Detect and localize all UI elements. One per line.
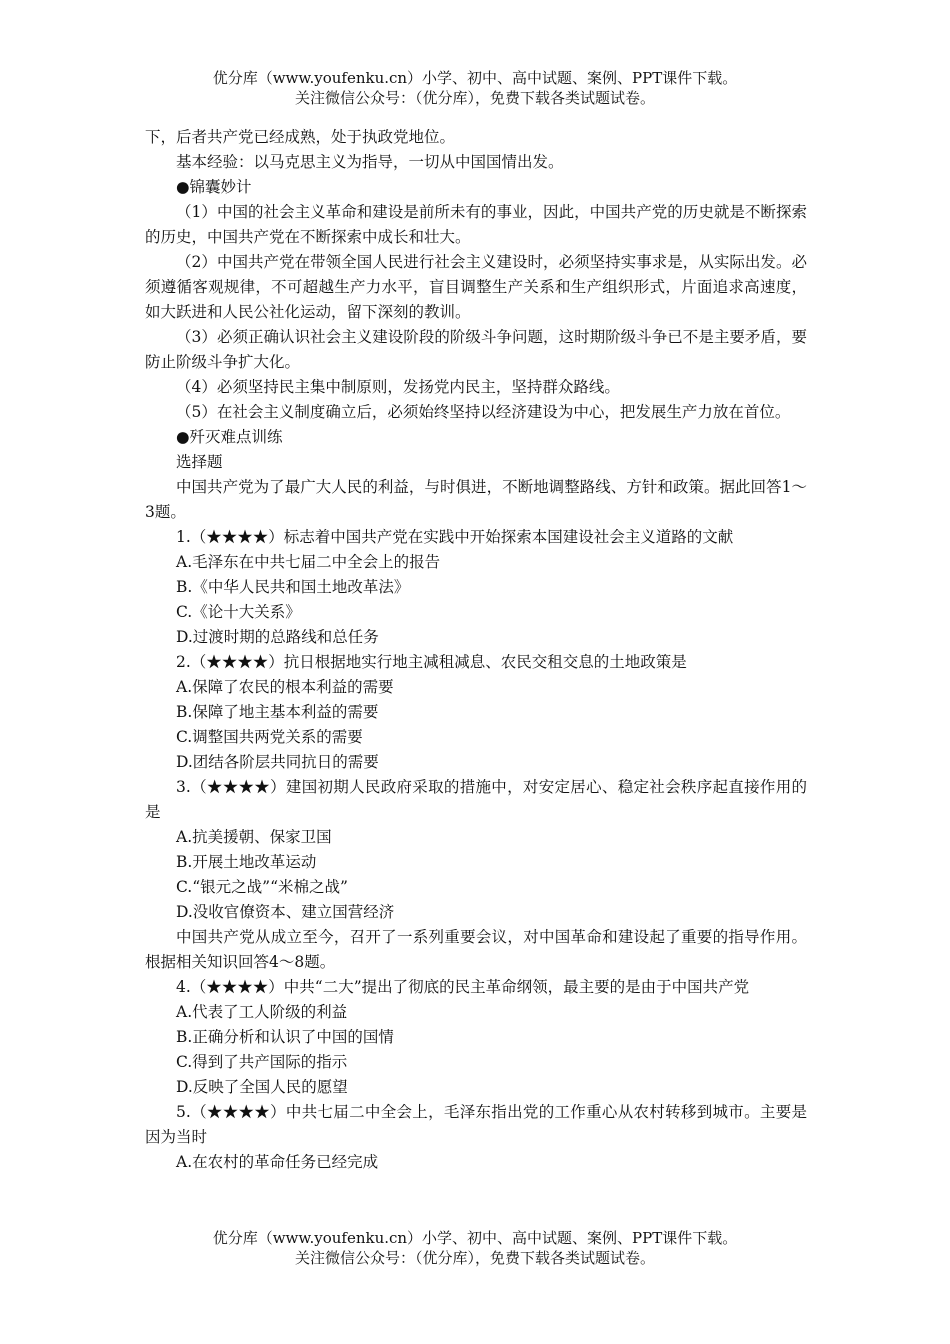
q2-option-b: B.保障了地主基本利益的需要	[176, 703, 379, 721]
q1-option-b: B.《中华人民共和国土地改革法》	[176, 578, 410, 596]
q4-option-c: C.得到了共产国际的指示	[176, 1053, 348, 1071]
question-1: 1.（★★★★）标志着中国共产党在实践中开始探索本国建设社会主义道路的文献	[176, 528, 734, 546]
q3-option-d: D.没收官僚资本、建立国营经济	[176, 903, 395, 921]
tip-4: （4）必须坚持民主集中制原则，发扬党内民主，坚持群众路线。	[176, 378, 620, 396]
paragraph-continuation: 下，后者共产党已经成熟，处于执政党地位。	[145, 128, 456, 146]
q1-option-a: A.毛泽东在中共七届二中全会上的报告	[176, 553, 441, 571]
q1-option-d: D.过渡时期的总路线和总任务	[176, 628, 379, 646]
question-group-intro-2: 中国共产党从成立至今，召开了一系列重要会议，对中国革命和建设起了重要的指导作用。根据相关知识回答4～8题。	[145, 928, 807, 971]
q3-option-c: C.“银元之战”“米棉之战”	[176, 878, 348, 896]
question-group-intro-1: 中国共产党为了最广大人民的利益，与时俱进，不断地调整路线、方针和政策。据此回答1～3题。	[145, 478, 807, 521]
tip-5: （5）在社会主义制度确立后，必须始终坚持以经济建设为中心，把发展生产力放在首位。	[176, 403, 791, 421]
q4-option-b: B.正确分析和认识了中国的国情	[176, 1028, 394, 1046]
footer-line-2: 关注微信公众号：（优分库），免费下载各类试题试卷。	[294, 1249, 655, 1267]
subheading-choice: 选择题	[176, 453, 223, 471]
header-line-2: 关注微信公众号：（优分库），免费下载各类试题试卷。	[294, 89, 655, 107]
q4-option-d: D.反映了全国人民的愿望	[176, 1078, 348, 1096]
q2-option-d: D.团结各阶层共同抗日的需要	[176, 753, 379, 771]
section-heading-training: ● 歼灭难点训练	[145, 425, 807, 450]
question-5: 5.（★★★★）中共七届二中全会上，毛泽东指出党的工作重心从农村转移到城市。主要是因为当时	[145, 1103, 807, 1146]
paragraph-basic-experience: 基本经验：以马克思主义为指导，一切从中国国情出发。	[176, 153, 564, 171]
question-3: 3.（★★★★）建国初期人民政府采取的措施中，对安定居心、稳定社会秩序起直接作用的是	[145, 778, 807, 821]
document-body	[145, 125, 807, 1175]
question-2: 2.（★★★★）抗日根据地实行地主减租减息、农民交租交息的土地政策是	[176, 653, 687, 671]
q4-option-a: A.代表了工人阶级的利益	[176, 1003, 348, 1021]
tip-1: （1）中国的社会主义革命和建设是前所未有的事业，因此，中国共产党的历史就是不断探索的历史，中国共产党在不断探索中成长和壮大。	[145, 203, 807, 246]
header-line-1: 优分库（www.youfenku.cn）小学、初中、高中试题、案例、PPT课件下载。	[212, 69, 738, 87]
page-footer	[0, 1228, 950, 1268]
q2-option-c: C.调整国共两党关系的需要	[176, 728, 363, 746]
page-header	[0, 68, 950, 108]
footer-line-1: 优分库（www.youfenku.cn）小学、初中、高中试题、案例、PPT课件下载。	[212, 1229, 738, 1247]
q3-option-b: B.开展土地改革运动	[176, 853, 317, 871]
q1-option-c: C.《论十大关系》	[176, 603, 301, 621]
tip-3: （3）必须正确认识社会主义建设阶段的阶级斗争问题，这时期阶级斗争已不是主要矛盾，要防止阶级斗争扩大化。	[145, 328, 807, 371]
q5-option-a: A.在农村的革命任务已经完成	[176, 1153, 379, 1171]
tip-2: （2）中国共产党在带领全国人民进行社会主义建设时，必须坚持实事求是，从实际出发。必须遵循客观规律，不可超越生产力水平，盲目调整生产关系和生产组织形式，片面追求高速度，如大跃进和人民公社化运动，留下深刻的教训。	[145, 253, 807, 321]
q2-option-a: A.保障了农民的根本利益的需要	[176, 678, 394, 696]
section-heading-tips: ● 锦囊妙计	[145, 175, 807, 200]
question-4: 4.（★★★★）中共“二大”提出了彻底的民主革命纲领，最主要的是由于中国共产党	[176, 978, 750, 996]
q3-option-a: A.抗美援朝、保家卫国	[176, 828, 332, 846]
